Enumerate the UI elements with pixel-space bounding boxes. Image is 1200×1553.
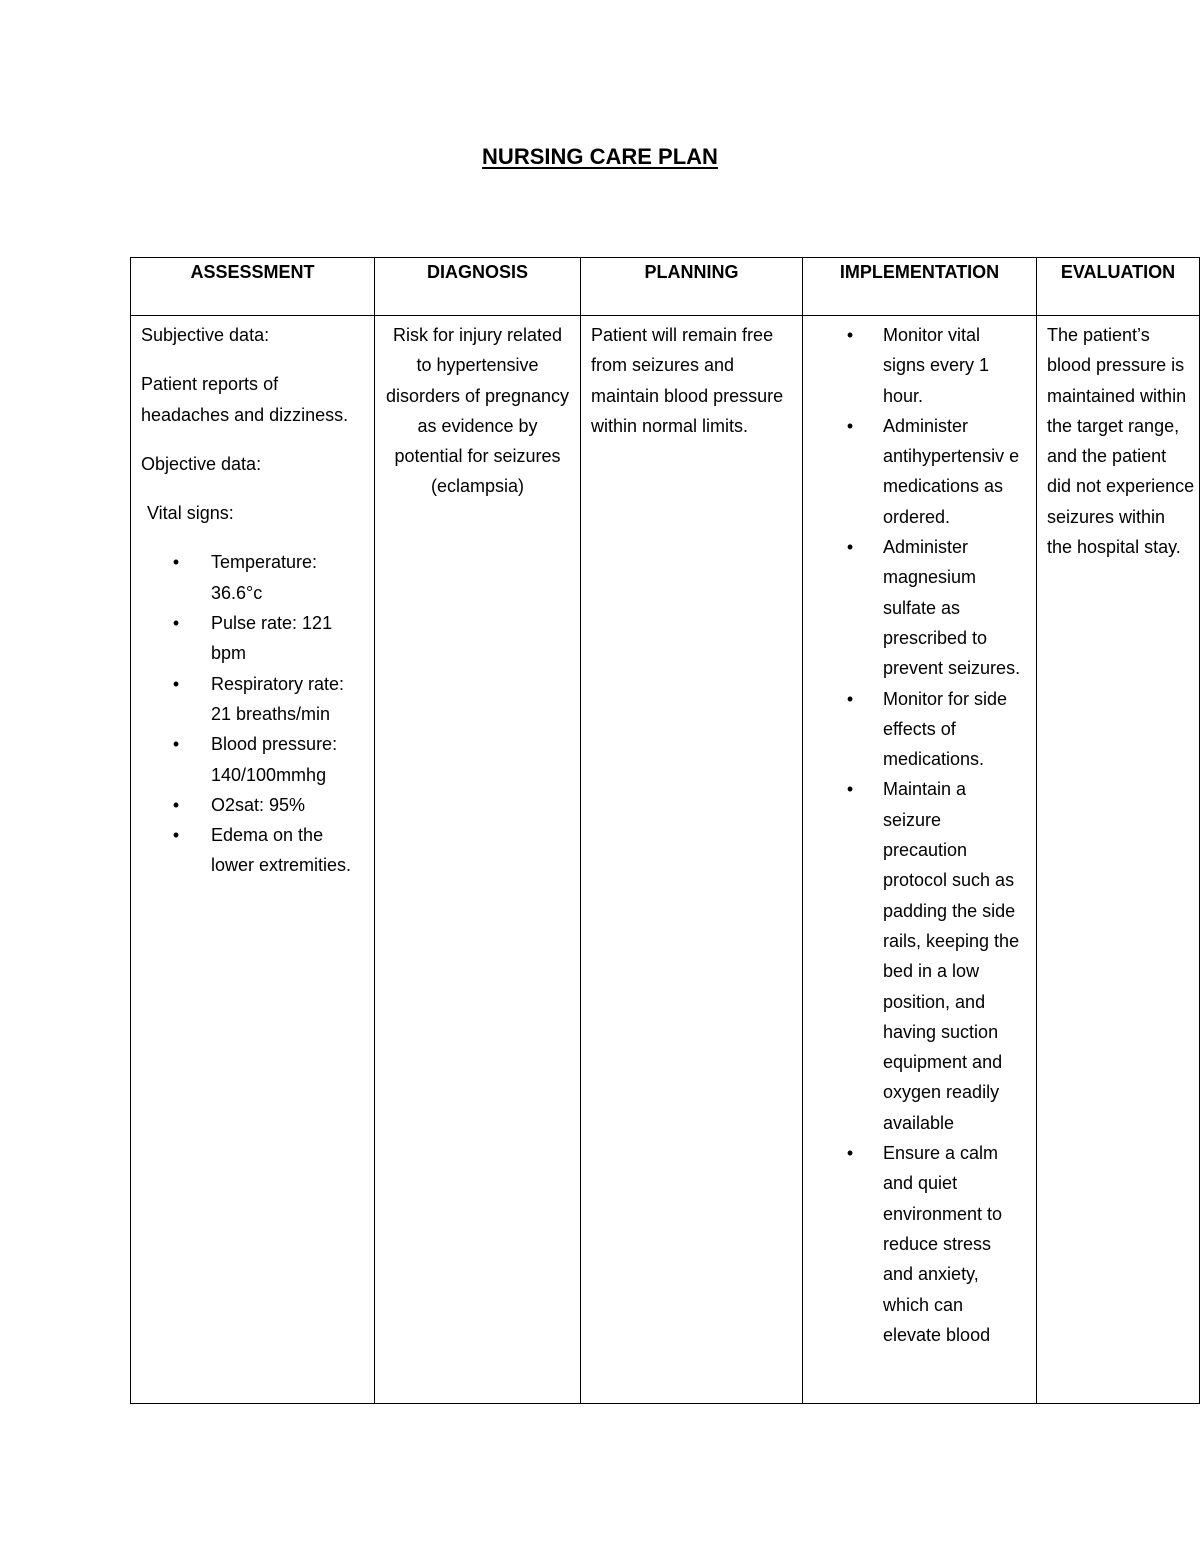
list-item	[813, 1138, 1026, 1350]
bullet-icon: •	[172, 825, 180, 846]
vital-signs-list	[141, 547, 364, 880]
assessment-cell	[131, 316, 375, 1404]
vital-o2sat: O2sat: 95%	[211, 794, 306, 815]
bullet-icon: •	[846, 325, 854, 345]
impl-item: Administer magnesium sulfate as prescribed to prevent seizures.	[883, 537, 1021, 679]
list-item	[813, 774, 1026, 1138]
subjective-text: Patient reports of headaches and dizziness.	[141, 374, 349, 425]
implementation-cell	[803, 316, 1037, 1404]
evaluation-cell	[1037, 316, 1200, 1404]
list-item	[813, 411, 1026, 532]
impl-item: Monitor for side effects of medications.	[883, 688, 1008, 770]
bullet-icon: •	[172, 794, 180, 815]
list-item	[141, 547, 364, 608]
list-item	[813, 532, 1026, 683]
bullet-icon: •	[172, 613, 180, 634]
vital-edema: Edema on the lower extremities.	[211, 825, 352, 876]
bullet-icon: •	[846, 537, 854, 558]
subjective-label: Subjective data:	[141, 325, 270, 345]
bullet-icon: •	[846, 1143, 854, 1164]
planning-text: Patient will remain free from seizures and maintain blood pressure within normal limits.	[591, 325, 784, 436]
evaluation-text: The patient’s blood pressure is maintained within the target range, and the patient did not experience seizures within the hospital stay.	[1047, 325, 1195, 558]
impl-item: Administer antihypertensiv e medications as ordered.	[883, 415, 1020, 527]
bullet-icon: •	[846, 688, 854, 709]
nursing-care-plan-table	[130, 257, 1200, 1404]
header-assessment: ASSESSMENT	[131, 258, 375, 316]
list-item	[141, 729, 364, 790]
table-row	[131, 316, 1200, 1404]
bullet-icon: •	[172, 673, 180, 694]
vital-pulse: Pulse rate: 121 bpm	[211, 613, 333, 664]
list-item	[141, 820, 364, 881]
bullet-icon: •	[172, 552, 180, 573]
list-item	[141, 608, 364, 669]
header-planning: PLANNING	[581, 258, 803, 316]
vital-temperature: Temperature: 36.6°c	[211, 552, 318, 603]
table-header-row	[131, 258, 1200, 316]
vital-blood-pressure: Blood pressure: 140/100mmhg	[211, 734, 338, 785]
vital-signs-label: Vital signs:	[147, 503, 234, 524]
bullet-icon: •	[846, 415, 854, 436]
impl-item: Maintain a seizure precaution protocol such as padding the side rails, keeping the bed in a low position, and having suction equipment and oxygen readily available	[883, 779, 1020, 1133]
bullet-icon: •	[846, 779, 854, 800]
list-item	[813, 320, 1026, 411]
bullet-icon: •	[172, 734, 180, 755]
list-item	[141, 669, 364, 730]
header-evaluation: EVALUATION	[1037, 258, 1200, 316]
vital-respiratory: Respiratory rate: 21 breaths/min	[211, 673, 345, 724]
diagnosis-cell	[375, 316, 581, 1404]
header-diagnosis: DIAGNOSIS	[375, 258, 581, 316]
page-title: NURSING CARE PLAN	[482, 144, 718, 169]
objective-label: Objective data:	[141, 453, 262, 474]
diagnosis-text: Risk for injury related to hypertensive disorders of pregnancy as evidence by potential for seizures (eclampsia)	[385, 325, 570, 497]
impl-item: Monitor vital signs every 1 hour.	[883, 325, 990, 406]
implementation-list	[813, 320, 1026, 1350]
list-item	[813, 684, 1026, 775]
impl-item: Ensure a calm and quiet environment to reduce stress and anxiety, which can elevate blood	[883, 1143, 1003, 1345]
planning-cell	[581, 316, 803, 1404]
list-item	[141, 790, 364, 820]
header-implementation: IMPLEMENTATION	[803, 258, 1037, 316]
